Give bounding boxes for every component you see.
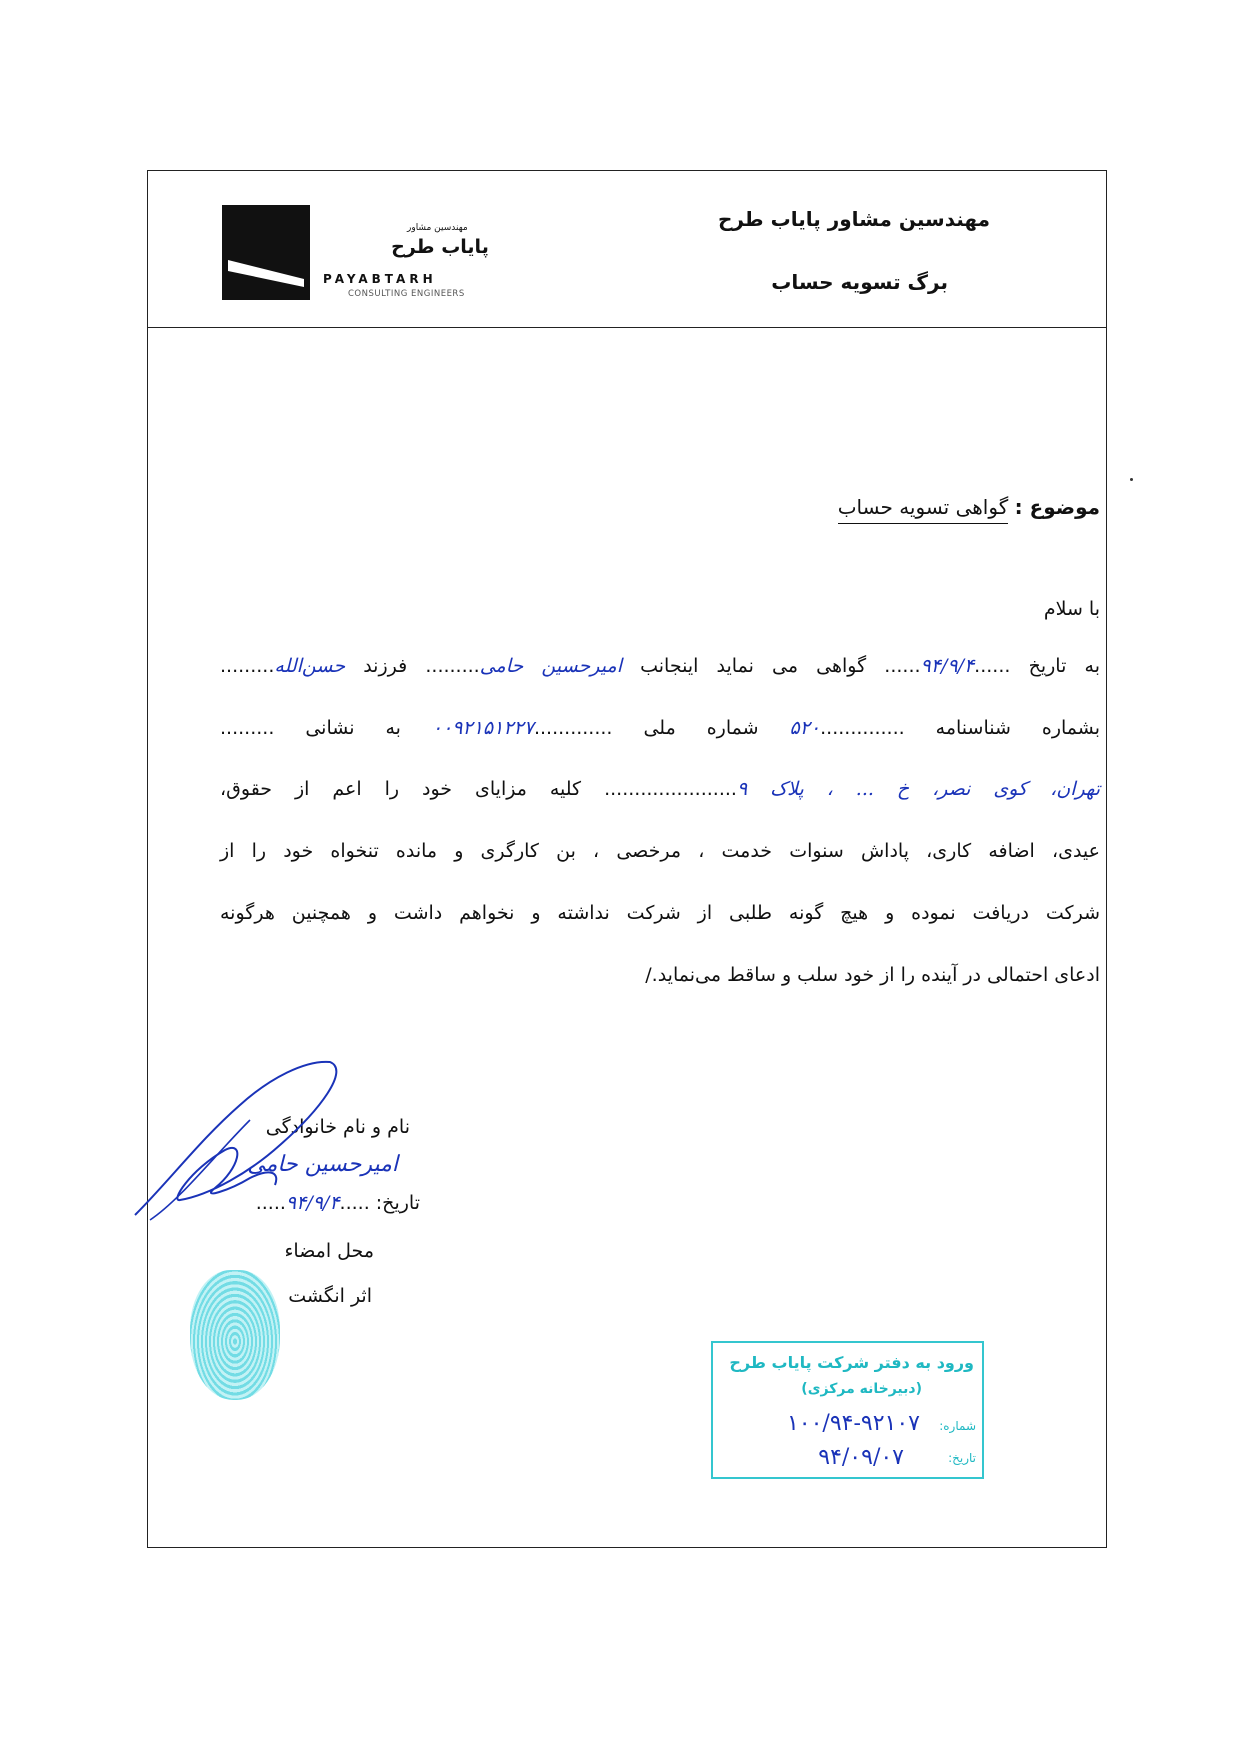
logo-fa-small: مهندسین مشاور	[407, 223, 468, 233]
subject-label: موضوع :	[1014, 495, 1100, 519]
subject-line	[838, 495, 1100, 519]
body-line-2: بشماره شناسنامه ..............۵۲۰ شماره ملی .............۰۰۹۲۱۵۱۲۲۷ به نشانی .........	[220, 717, 1101, 739]
fingerprint-label: اثر انگشت	[288, 1285, 372, 1307]
handwritten-address: تهران، کوی نصر، خ ... ، پلاک ۹	[736, 778, 1100, 800]
logo-en-sub: CONSULTING ENGINEERS	[348, 289, 465, 299]
text-child-of: فرزند	[363, 655, 408, 677]
signer-date-line: تاریخ: .....۹۴/۹/۴.....	[255, 1192, 420, 1214]
company-name: مهندسین مشاور پایاب طرح	[717, 207, 990, 231]
stamp-number-label: شماره:	[939, 1419, 976, 1433]
logo-fa-name: پایاب طرح	[391, 236, 489, 258]
signature-place-label: محل امضاء	[284, 1240, 374, 1262]
stamp-date-label: تاریخ:	[948, 1451, 976, 1465]
stamp-number-value: ۱۰۰/۹۴-۹۲۱۰۷	[786, 1411, 920, 1436]
text-id-number: بشماره شناسنامه	[935, 717, 1101, 739]
body-line-5: شرکت دریافت نموده و هیچ گونه طلبی از شرکت نداشته و نخواهم داشت و همچنین هرگونه	[220, 902, 1100, 924]
text-certifies: گواهی می نماید اینجانب	[640, 655, 867, 677]
text-national-id: شماره ملی	[643, 717, 759, 739]
logo-mark-icon	[222, 205, 310, 300]
stamp-title: ورود به دفتر شرکت پایاب طرح	[729, 1353, 974, 1372]
date-label: تاریخ:	[375, 1192, 420, 1214]
text-all-benefits: کلیه مزایای خود را اعم از حقوق،	[220, 778, 582, 800]
handwritten-father-name: حسن‌الله	[274, 655, 346, 677]
stamp-date-value: ۹۴/۰۹/۰۷	[818, 1445, 904, 1470]
handwritten-date: ۹۴/۹/۴	[920, 655, 975, 677]
body-line-4: عیدی، اضافه کاری، پاداش سنوات خدمت ، مرخصی ، بن کارگری و مانده تنخواه خود را از	[220, 840, 1100, 862]
handwritten-signer-name: امیرحسین حامی	[247, 1152, 398, 1177]
body-line-1: به تاریخ ......۹۴/۹/۴...... گواهی می نماید اینجانب امیرحسین حامی......... فرزند حسن‌الله.........	[220, 655, 1100, 677]
text-date-intro: به تاریخ	[1028, 655, 1100, 677]
stamp-subtitle: (دبیرخانه مرکزی)	[801, 1381, 922, 1397]
greeting: با سلام	[1043, 598, 1100, 620]
body-line-3: تهران، کوی نصر، خ ... ، پلاک ۹...................... کلیه مزایای خود را اعم از حقوق،	[220, 778, 1100, 800]
fingerprint	[190, 1270, 280, 1400]
text-address-label: به نشانی	[305, 717, 401, 739]
handwritten-national-id: ۰۰۹۲۱۵۱۲۲۷	[431, 717, 534, 739]
stray-dot	[1130, 478, 1133, 481]
handwritten-signature	[130, 1050, 350, 1230]
header-divider	[147, 327, 1107, 328]
name-label: نام و نام خانوادگی	[265, 1116, 410, 1138]
body-line-6: ادعای احتمالی در آینده را از خود سلب و ساقط می‌نماید./	[645, 964, 1100, 986]
form-title: برگ تسویه حساب	[771, 270, 948, 294]
handwritten-id-number: ۵۲۰	[789, 717, 821, 739]
logo-en-name: PAYABTARH	[323, 272, 437, 286]
handwritten-signer-date: ۹۴/۹/۴	[285, 1192, 340, 1214]
handwritten-name: امیرحسین حامی	[479, 655, 622, 677]
office-stamp	[711, 1341, 984, 1479]
subject-value: گواهی تسویه حساب	[838, 495, 1009, 524]
